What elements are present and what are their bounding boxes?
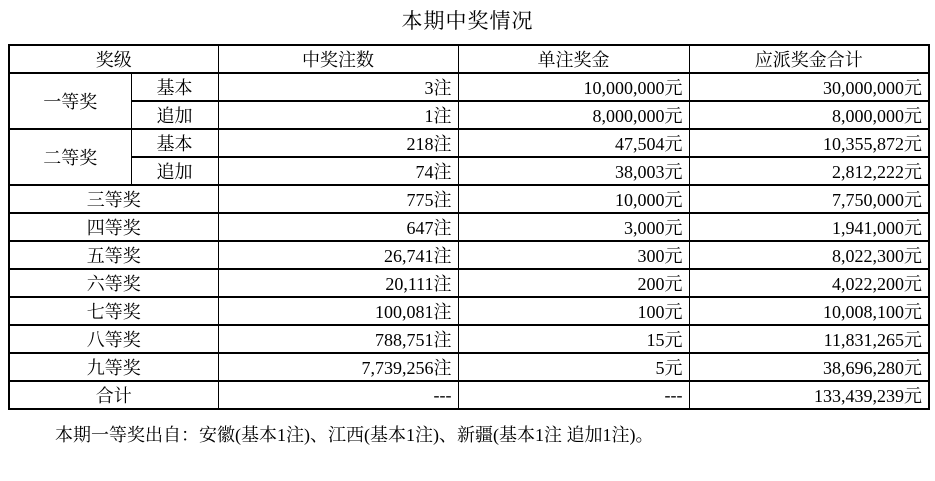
- bets-cell: 3注: [218, 73, 458, 101]
- single-prize-cell: ---: [458, 381, 689, 409]
- prize-level-cell: 七等奖: [9, 297, 218, 325]
- bets-cell: 7,739,256注: [218, 353, 458, 381]
- total-prize-cell: 4,022,200元: [689, 269, 929, 297]
- table-row: [9, 185, 929, 213]
- prize-level-cell: 五等奖: [9, 241, 218, 269]
- single-prize-cell: 15元: [458, 325, 689, 353]
- total-prize-cell: 133,439,239元: [689, 381, 929, 409]
- header-single-prize: 单注奖金: [458, 45, 689, 73]
- header-prize-level: 奖级: [9, 45, 218, 73]
- single-prize-cell: 10,000元: [458, 185, 689, 213]
- single-prize-cell: 8,000,000元: [458, 101, 689, 129]
- bets-cell: 20,111注: [218, 269, 458, 297]
- total-prize-cell: 2,812,222元: [689, 157, 929, 185]
- table-row: [9, 129, 929, 157]
- prize-sub-cell: 追加: [131, 101, 218, 129]
- table-row: [9, 213, 929, 241]
- table-row: [9, 101, 929, 129]
- total-prize-cell: 10,355,872元: [689, 129, 929, 157]
- single-prize-cell: 47,504元: [458, 129, 689, 157]
- table-row: [9, 297, 929, 325]
- total-prize-cell: 10,008,100元: [689, 297, 929, 325]
- table-row: [9, 269, 929, 297]
- prize-level-cell: 九等奖: [9, 353, 218, 381]
- prize-level-cell: 八等奖: [9, 325, 218, 353]
- bets-cell: 100,081注: [218, 297, 458, 325]
- bets-cell: 775注: [218, 185, 458, 213]
- prize-level-cell: 六等奖: [9, 269, 218, 297]
- total-prize-cell: 30,000,000元: [689, 73, 929, 101]
- prize-level-cell: 二等奖: [9, 129, 131, 185]
- table-row: [9, 241, 929, 269]
- prize-level-cell: 四等奖: [9, 213, 218, 241]
- header-row: [9, 45, 929, 73]
- table-row: [9, 73, 929, 101]
- bets-cell: 788,751注: [218, 325, 458, 353]
- bets-cell: ---: [218, 381, 458, 409]
- header-winning-bets: 中奖注数: [218, 45, 458, 73]
- prize-sub-cell: 基本: [131, 129, 218, 157]
- prize-sub-cell: 追加: [131, 157, 218, 185]
- prize-sub-cell: 基本: [131, 73, 218, 101]
- bets-cell: 74注: [218, 157, 458, 185]
- table-row: [9, 353, 929, 381]
- bets-cell: 218注: [218, 129, 458, 157]
- single-prize-cell: 10,000,000元: [458, 73, 689, 101]
- single-prize-cell: 5元: [458, 353, 689, 381]
- single-prize-cell: 3,000元: [458, 213, 689, 241]
- prize-level-cell: 一等奖: [9, 73, 131, 129]
- table-row: [9, 157, 929, 185]
- total-prize-cell: 38,696,280元: [689, 353, 929, 381]
- total-row: [9, 381, 929, 409]
- bets-cell: 647注: [218, 213, 458, 241]
- prize-level-cell: 合计: [9, 381, 218, 409]
- single-prize-cell: 38,003元: [458, 157, 689, 185]
- footer-note: 本期一等奖出自：安徽(基本1注)、江西(基本1注)、新疆(基本1注 追加1注)。: [55, 425, 654, 445]
- prize-level-cell: 三等奖: [9, 185, 218, 213]
- page-title: 本期中奖情况: [401, 9, 534, 33]
- total-prize-cell: 1,941,000元: [689, 213, 929, 241]
- prize-table: [8, 44, 930, 410]
- total-prize-cell: 11,831,265元: [689, 325, 929, 353]
- single-prize-cell: 200元: [458, 269, 689, 297]
- bets-cell: 1注: [218, 101, 458, 129]
- total-prize-cell: 8,022,300元: [689, 241, 929, 269]
- bets-cell: 26,741注: [218, 241, 458, 269]
- table-row: [9, 325, 929, 353]
- total-prize-cell: 8,000,000元: [689, 101, 929, 129]
- header-total-prize: 应派奖金合计: [689, 45, 929, 73]
- single-prize-cell: 300元: [458, 241, 689, 269]
- total-prize-cell: 7,750,000元: [689, 185, 929, 213]
- single-prize-cell: 100元: [458, 297, 689, 325]
